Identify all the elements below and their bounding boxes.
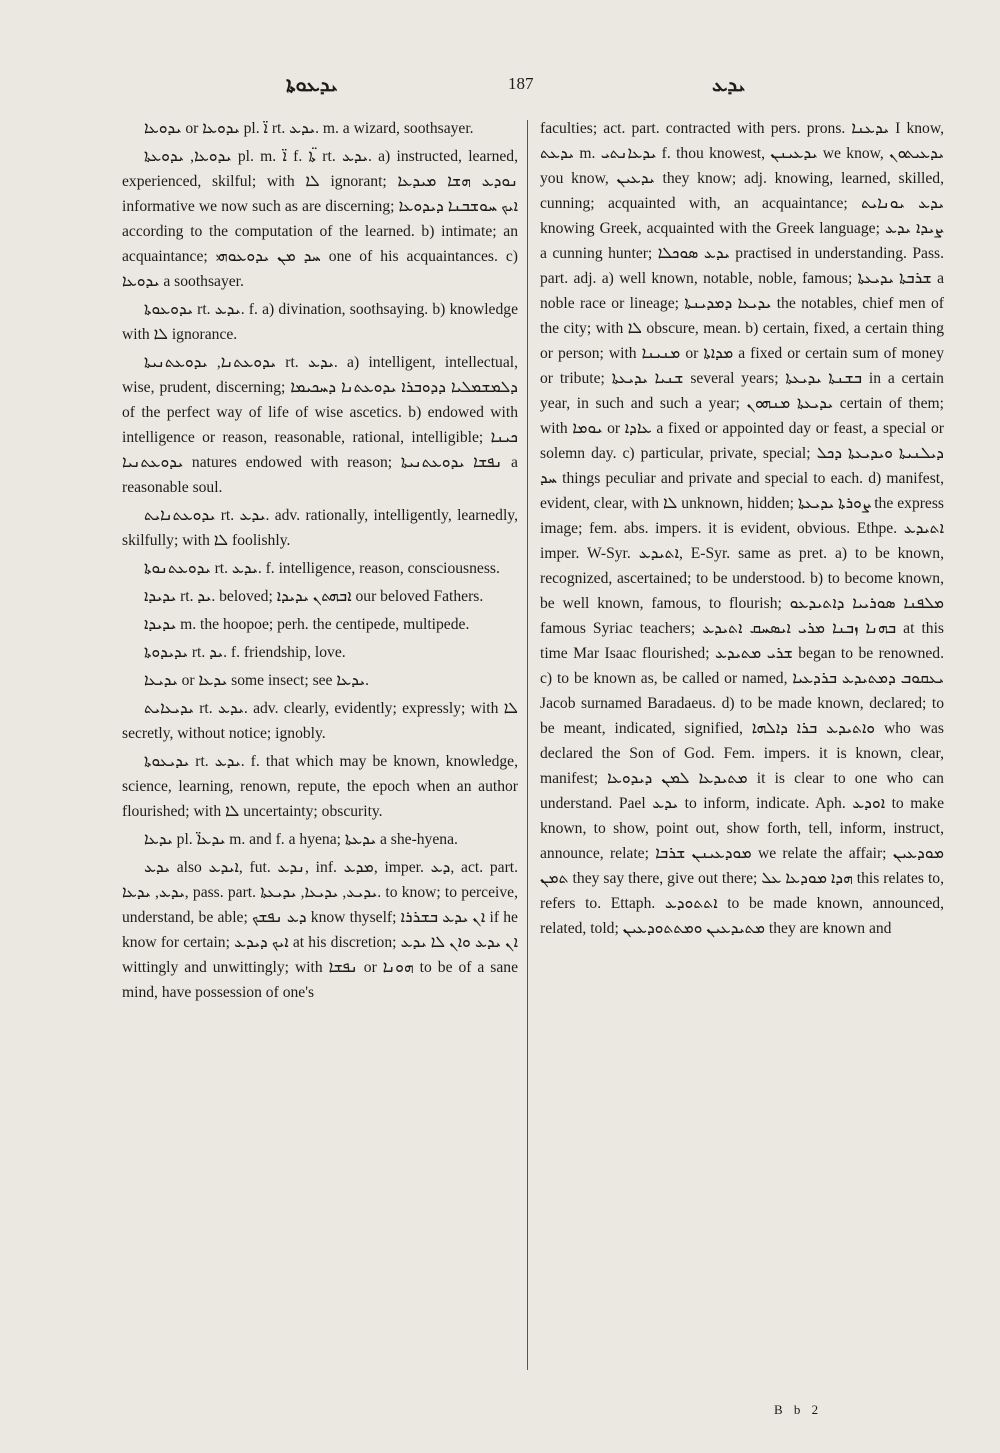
dictionary-entry bbox=[122, 668, 518, 693]
entry-headword: ܝܕܘܥܬܢܐܝܬ bbox=[144, 507, 216, 524]
entry-definition: faculties; act. part. contracted with pers. prons. ܝܕܥܢܐ I know, ܝܕܥܬ m. ܝܕܥܐܢܬܝ f. thou knowest, ܝܕܥܝܢܢ we know, ܝܕܥܝܬܘܢ you know, ܝܕܥܝܢ they know; adj. knowing, learned, skilled, cunning; acquainted with, an acquaintance; ܝܕܥ ܝܘܢܐܝܬ knowing Greek, acquainted with the Greek language; ܨܝܕܐ ܝܕܥ a cunning hunter; ܝܕܥ ܣܘܟܠܐ practised in understanding. Pass. part. adj. a) well known, notable, noble, famous; ܫܪܒܬܐ ܝܕܝܥܬܐ a noble race or lineage; ܝܕܝܥܐ ܕܡܕܝܢܬܐ the notables, chief men of the city; with ܠܐ obscure, mean. b) certain, fixed, a certain thing or person; with ܡܢܝܢܐ or ܡܕܐܬܐ a fixed or certain sum of money or tribute; ܫܢܝܐ ܝܕܝܥܬܐ several years; ܒܫܢܬܐ ܝܕܝܥܬܐ in a certain year, in such and such a year; ܝܕܝܥܬܐ ܡܢܗܘܢ certain of them; with ܝܘܡܐ or ܥܐܕܐ a fixed or appointed day or feast, a special or solemn day. c) particular, private, special; ܕܝܠܢܝܬܐ ܘܝܕܝܥܬܐ ܕܟܠ ܚܕ things peculiar and private and special to each. d) manifest, evident, clear, with ܠܐ unknown, hidden; ܨܘܪܬܐ ܝܕܝܥܬܐ the express image; fem. abs. impers. it is evident, obvious. Ethpe. ܐܬܝܕܥ imper. W-Syr. ܐܬܝܕܥ, E-Syr. same as pret. a) to be known, recognized, ascertained; to be understood. b) to become known, be well known, famous, to flourish; ܡܠܦܢܐ ܣܘܪܝܝܐ ܕܐܬܝܕܥܘ famous Syriac teachers; ܒܗܢܐ ܙܒܢܐ ܡܪܝ ܐܝܣܚܩ ܐܬܝܕܥ at this time Mar Isaac flourished; ܫܪܝ ܡܬܝܕܥ began to be renowned. c) to be known as, be called or named, ܝܥܩܘܒ ܕܡܬܝܕܥ ܒܪܕܥܝܐ Jacob surnamed Baradaeus. d) to be made known, declared; to be meant, indicated, signified, ܘܐܬܝܕܥ ܒܪܐ ܕܐܠܗܐ who was declared the Son of God. Fem. impers. it is known, clear, manifest; ܡܬܝܕܥܐ ܠܡܢ ܕܝܕܘܥܐ it is clear to one who can understand. Pael ܝܕܥ to inform, indicate. Aph. ܐܘܕܥ to make known, to show, point out, show forth, tell, inform, instruct, announce, relate; ܡܘܕܥܝܢܢ ܫܪܒܐ we relate the affair; ܡܘܕܥܝܢ ܬܡܢ they say there, give out there; ܗܕܐ ܡܘܕܥܐ ܥܠ this relates to, refers to. Ettaph. ܐܬܬܘܕܥ to be made known, announced, related, told; ܡܬܝܕܥܝܢ ܘܡܬܬܘܕܥܝܢ they are known and bbox=[540, 120, 945, 937]
running-head-left: ܝܕܥܘܬܐ bbox=[286, 74, 338, 96]
entry-headword: ܝܕܥܐ bbox=[144, 831, 173, 848]
column-divider bbox=[527, 120, 528, 1370]
entry-definition: rt. ܝܕܥ. adv. rationally, intelligently, learnedly, skilfully; with ܠܐ foolishly. bbox=[122, 507, 518, 549]
signature-mark: B b 2 bbox=[774, 1402, 823, 1417]
dictionary-entry bbox=[122, 827, 518, 852]
left-column bbox=[122, 116, 518, 1008]
entry-headword: ܝܕܘܥܬܢܐ, ܝܕܘܥܬܢܝܬܐ bbox=[144, 354, 276, 371]
entry-definition: rt. ܝܕܥ. f. a) divination, soothsaying. b) knowledge with ܠܐ ignorance. bbox=[122, 301, 518, 343]
dictionary-entry bbox=[122, 503, 518, 553]
entry-headword: ܝܕܘܥܐ, ܝܕܘܥܬܐ bbox=[144, 148, 232, 165]
entry-definition: rt. ܝܕ. beloved; ܐܒܗܬܢ ܝܕܝܕܐ our beloved Fathers. bbox=[180, 588, 484, 605]
entry-headword: ܝܕܝܕܐ bbox=[144, 588, 177, 605]
entry-definition: rt. ܝܕܥ. adv. clearly, evidently; expressly; with ܠܐ secretly, without notice; ignobly. bbox=[122, 700, 518, 742]
entry-definition: also ܐܝܕܥ, fut. ܢܕܥ, inf. ܡܕܥ, imper. ܕܥ, act. part. ܝܕܥ, ܝܕܥܐ, pass. part. ܝܕܝܥ, ܝܕܝܥܐ, ܝܕܝܥܬܐ. to know; to perceive, understand, be able; ܕܥ ܢܦܫܟ know thyself; ܐܢ ܝܕܥ ܒܫܪܪܐ if he know for certain; ܐܝܟ ܕܝܕܥ at his discretion; ܐܢ ܝܕܥ ܘܐܢ ܠܐ ܝܕܥ wittingly and unwittingly; with ܢܦܫܐ or ܗܘܢܐ to be of a sane mind, have possession of one's bbox=[122, 859, 518, 1001]
right-column bbox=[540, 116, 944, 944]
dictionary-entry bbox=[122, 696, 518, 746]
dictionary-entry bbox=[122, 640, 518, 665]
entry-headword: ܝܕܝܥܘܬܐ bbox=[144, 753, 190, 770]
entry-headword: ܝܕܘܥܐ bbox=[144, 120, 182, 137]
running-head-right: ܝܕܥ bbox=[712, 74, 746, 96]
entry-definition: pl. ܝܕܥܐ̈ m. and f. a hyena; ܝܕܥܬܐ a she-hyena. bbox=[176, 831, 458, 848]
entry-definition: rt. ܝܕ. f. friendship, love. bbox=[191, 644, 346, 661]
dictionary-entry bbox=[122, 749, 518, 824]
entry-headword: ܝܕܥ bbox=[144, 859, 170, 876]
entry-headword: ܝܕܝܥܐ bbox=[144, 672, 178, 689]
dictionary-entry bbox=[122, 556, 518, 581]
entry-headword: ܝܕܝܕܐ bbox=[144, 616, 177, 633]
dictionary-entry bbox=[122, 584, 518, 609]
entry-definition: pl. m. ܐ̈ f. ܬܐ̈ rt. ܝܕܥ. a) instructed, learned, experienced, skilful; with ܠܐ ignorant; ܢܘܕܥ ܗܫܐ ܡܝܕܥܐ informative we now such as are discerning; ܐܝܟ ܚܘܫܒܢܐ ܕܝܕܘܥܐ according to the computation of the learned. b) intimate; an acquaintance; ܚܕ ܡܢ ܝܕܘܥܘܗܝ one of his acquaintances. c) ܝܕܘܥܐ a soothsayer. bbox=[122, 148, 518, 290]
dictionary-entry bbox=[540, 116, 944, 941]
entry-headword: ܝܕܝܕܘܬܐ bbox=[144, 644, 188, 661]
entry-definition: rt. ܝܕܥ. f. intelligence, reason, consciousness. bbox=[214, 560, 500, 577]
entry-headword: ܝܕܘܥܘܬܐ bbox=[144, 301, 193, 318]
dictionary-entry bbox=[122, 297, 518, 347]
entry-definition: rt. ܝܕܥ. a) intelligent, intellectual, wise, prudent, discerning; ܕܠܡܫܡܠܝܐ ܕܕܘܒܪܐ ܝܕܘܥܬܢܐ ܕܚܟܝܡܐ of the perfect way of life of wise ascetics. b) endowed with intelligence or reason, reasonable, rational, intelligible; ܟܝܢܐ ܝܕܘܥܬܢܝܐ natures endowed with reason; ܢܦܫܐ ܝܕܘܥܬܢܝܬܐ a reasonable soul. bbox=[122, 354, 519, 496]
dictionary-entry bbox=[122, 612, 518, 637]
entry-definition: m. the hoopoe; perh. the centipede, multipede. bbox=[180, 616, 470, 633]
dictionary-entry bbox=[122, 350, 518, 500]
dictionary-entry bbox=[122, 144, 518, 294]
entry-definition: rt. ܝܕܥ. f. that which may be known, knowledge, science, learning, renown, repute, the epoch when an author flourished; with ܠܐ uncertainty; obscurity. bbox=[122, 753, 518, 820]
entry-headword: ܝܕܝܥܐܝܬ bbox=[144, 700, 194, 717]
dictionary-entry bbox=[122, 855, 518, 1005]
dictionary-entry bbox=[122, 116, 518, 141]
entry-headword: ܝܕܘܥܬܢܘܬܐ bbox=[144, 560, 211, 577]
entry-definition: or ܝܕܥܐ some insect; see ܝܕܥܐ. bbox=[181, 672, 370, 689]
entry-definition: or ܝܕܘܥܐ pl. ܐ̈ rt. ܝܕܥ. m. a wizard, soothsayer. bbox=[185, 120, 474, 137]
page-number: 187 bbox=[508, 74, 534, 93]
